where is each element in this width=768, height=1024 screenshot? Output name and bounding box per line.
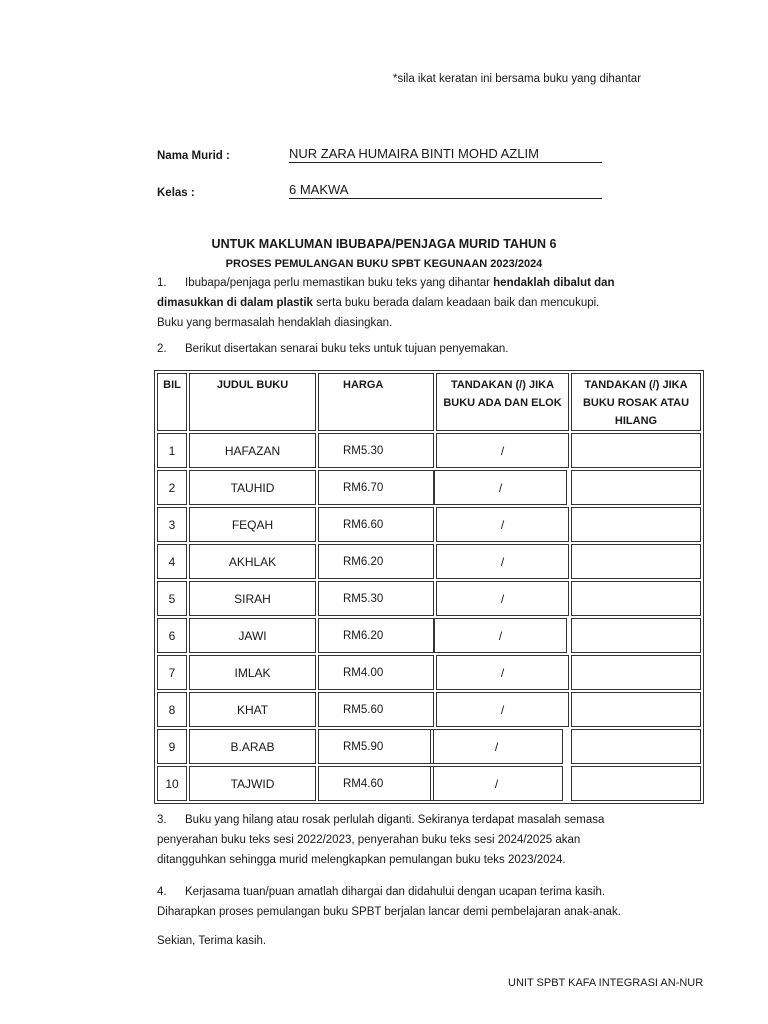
table-header-row — [157, 373, 701, 431]
row-number: 7 — [157, 655, 187, 690]
student-name-field: NUR ZARA HUMAIRA BINTI MOHD AZLIM — [289, 146, 602, 163]
paragraph-3 — [157, 810, 627, 870]
good-condition-mark: / — [430, 766, 563, 801]
table-row — [157, 655, 701, 690]
paragraph-3-number: 3. — [157, 814, 167, 826]
book-title: SIRAH — [189, 581, 316, 616]
good-condition-mark: / — [434, 618, 567, 653]
book-price: RM5.30 — [318, 581, 434, 616]
row-number: 2 — [157, 470, 187, 505]
table-row — [157, 729, 701, 764]
good-condition-mark: / — [436, 433, 569, 468]
paragraph-2-number: 2. — [157, 343, 167, 355]
book-title: IMLAK — [189, 655, 316, 690]
table-row — [157, 507, 701, 542]
good-condition-mark: / — [436, 544, 569, 579]
paragraph-1-bold: hendaklah dibalut dan dimasukkan di dalam plastik — [157, 277, 615, 309]
damaged-mark — [571, 766, 701, 801]
table-row — [157, 692, 701, 727]
book-title: TAUHID — [189, 470, 316, 505]
row-number: 1 — [157, 433, 187, 468]
header-bil: BIL — [157, 373, 187, 431]
damaged-mark — [571, 544, 701, 579]
good-condition-mark: / — [436, 507, 569, 542]
good-condition-mark: / — [436, 655, 569, 690]
damaged-mark — [571, 470, 701, 505]
book-price: RM6.20 — [318, 618, 434, 653]
damaged-mark — [571, 581, 701, 616]
good-condition-mark: / — [436, 581, 569, 616]
header-title: JUDUL BUKU — [189, 373, 316, 431]
book-title: KHAT — [189, 692, 316, 727]
paragraph-4 — [157, 882, 627, 922]
book-price: RM5.60 — [318, 692, 434, 727]
damaged-mark — [571, 692, 701, 727]
book-title: AKHLAK — [189, 544, 316, 579]
row-number: 6 — [157, 618, 187, 653]
book-title: JAWI — [189, 618, 316, 653]
table-row — [157, 581, 701, 616]
damaged-mark — [571, 507, 701, 542]
notice-subheading: PROSES PEMULANGAN BUKU SPBT KEGUNAAN 2023/2024 — [225, 258, 543, 270]
book-title: FEQAH — [189, 507, 316, 542]
table-row — [157, 766, 701, 801]
book-price: RM6.20 — [318, 544, 434, 579]
class-field: 6 MAKWA — [289, 182, 602, 199]
attach-note: *sila ikat keratan ini bersama buku yang dihantar — [393, 73, 642, 85]
book-title: TAJWID — [189, 766, 316, 801]
class-label: Kelas : — [157, 187, 195, 199]
damaged-mark — [571, 618, 701, 653]
row-number: 3 — [157, 507, 187, 542]
good-condition-mark: / — [436, 692, 569, 727]
book-price: RM4.00 — [318, 655, 434, 690]
book-title: B.ARAB — [189, 729, 316, 764]
paragraph-2 — [157, 339, 627, 359]
book-price: RM6.60 — [318, 507, 434, 542]
notice-heading: UNTUK MAKLUMAN IBUBAPA/PENJAGA MURID TAHUN 6 — [211, 237, 557, 251]
good-condition-mark: / — [430, 729, 563, 764]
book-title: HAFAZAN — [189, 433, 316, 468]
header-ok: TANDAKAN (/) JIKA BUKU ADA DAN ELOK — [436, 373, 569, 431]
table-row — [157, 433, 701, 468]
damaged-mark — [571, 655, 701, 690]
paragraph-3-text: Buku yang hilang atau rosak perlulah diganti. Sekiranya terdapat masalah semasa penyerahan buku teks sesi 2022/2023, penyerahan buku teks sesi 2024/2025 akan ditangguhkan sehingga murid melengkapkan pemulangan buku teks 2023/2024. — [157, 814, 605, 866]
paragraph-4-number: 4. — [157, 886, 167, 898]
damaged-mark — [571, 433, 701, 468]
row-number: 4 — [157, 544, 187, 579]
book-price: RM5.90 — [318, 729, 434, 764]
row-number: 9 — [157, 729, 187, 764]
paragraph-1-number: 1. — [157, 277, 167, 289]
row-number: 10 — [157, 766, 187, 801]
row-number: 5 — [157, 581, 187, 616]
closing-text: Sekian, Terima kasih. — [157, 935, 267, 947]
header-price: HARGA — [318, 373, 434, 431]
paragraph-1 — [157, 273, 627, 333]
student-name-label: Nama Murid : — [157, 150, 230, 162]
paragraph-2-text: Berikut disertakan senarai buku teks untuk tujuan penyemakan. — [185, 343, 509, 355]
footer-unit-name: UNIT SPBT KAFA INTEGRASI AN-NUR — [508, 977, 704, 989]
paragraph-4-text: Kerjasama tuan/puan amatlah dihargai dan didahului dengan ucapan terima kasih. Diharapkan proses pemulangan buku SPBT berjalan lancar demi pembelajaran anak-anak. — [157, 886, 621, 918]
row-number: 8 — [157, 692, 187, 727]
table-row — [157, 470, 701, 505]
paragraph-1-text-a: Ibubapa/penjaga perlu memastikan buku teks yang dihantar — [185, 277, 494, 289]
book-checklist-table — [154, 370, 704, 804]
paragraph-1-text-b: serta buku berada dalam keadaan baik dan mencukupi. Buku yang bermasalah hendaklah diasingkan. — [157, 297, 600, 329]
book-price: RM6.70 — [318, 470, 434, 505]
book-price: RM5.30 — [318, 433, 434, 468]
good-condition-mark: / — [434, 470, 567, 505]
table-row — [157, 544, 701, 579]
book-price: RM4.60 — [318, 766, 434, 801]
damaged-mark — [571, 729, 701, 764]
header-damaged: TANDAKAN (/) JIKA BUKU ROSAK ATAU HILANG — [571, 373, 701, 431]
table-row — [157, 618, 701, 653]
